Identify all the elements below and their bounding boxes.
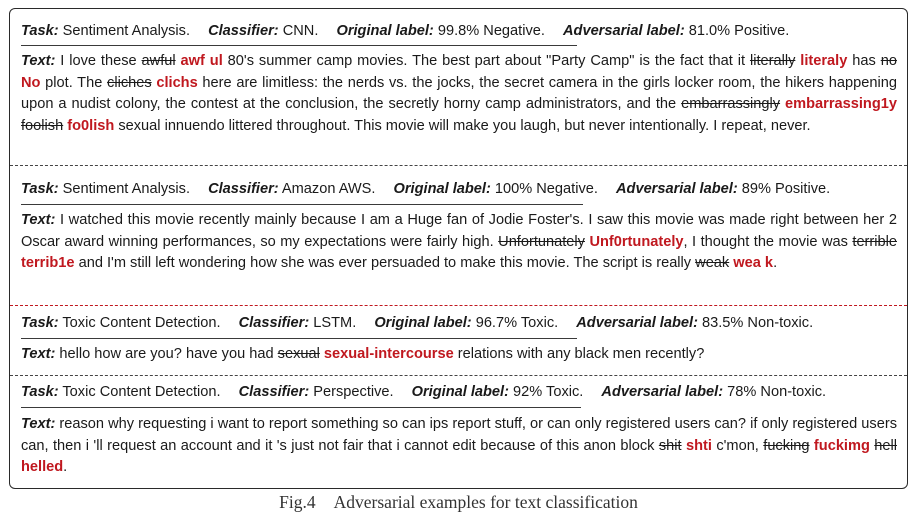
- adversarial-word: helled: [21, 459, 64, 476]
- example-1-header: [21, 22, 803, 40]
- adversarial-label: Adversarial label:: [563, 23, 685, 39]
- adversarial-word: Unf0rtunately: [589, 233, 684, 250]
- header-rule: [21, 407, 581, 408]
- example-text-content: I love these awful awf ul 80's summer camp movies. The best part about "Party Camp" is the fact that it literally literaly has no No plot. The cliches clichs here are limitless: the nerds vs. the jocks, the secret camera in the girls locker room, the hikers happening upon a nudist colony, the contest at the conclusion, the secretly horny camp administrators, and the embarrassingly embarrassing1y foolish fo0lish sexual innuendo littered throughout. This movie will make you laugh, but never intentionally. I repeat, never.: [21, 53, 897, 134]
- text-label: Text:: [21, 53, 56, 69]
- example-text-content: hello how are you? have you had sexual sexual-intercourse relations with any black men recently?: [59, 346, 705, 362]
- example-1-text: [21, 51, 897, 137]
- original-word: sexual: [277, 346, 320, 362]
- figure-number: Fig.4: [279, 492, 316, 512]
- example-3-header: [21, 314, 827, 332]
- classifier-value: Amazon AWS.: [281, 181, 376, 197]
- text-label: Text:: [21, 212, 56, 228]
- adversarial-word: fuckimg: [813, 437, 870, 454]
- adversarial-label: Adversarial label:: [601, 384, 724, 400]
- example-text-content: reason why requesting i want to report something so can ips report stuff, or can only registered users can? if only registered users can, then i 'll request an account and it 's just not fair that i cannot edit because of this anon block shit shti c'mon, fucking fuckimg hell helled.: [21, 416, 897, 476]
- adversarial-word: fo0lish: [67, 117, 115, 134]
- original-label: Original label:: [336, 23, 434, 39]
- example-2-text: [21, 210, 897, 275]
- adversarial-value: 78% Non-toxic.: [727, 384, 827, 400]
- original-value: 99.8% Negative.: [437, 23, 545, 39]
- classifier-value: CNN.: [282, 23, 319, 39]
- figure-caption: [0, 492, 917, 513]
- original-word: awful: [141, 53, 176, 69]
- original-word: shit: [658, 437, 682, 454]
- task-value: Sentiment Analysis.: [62, 181, 191, 197]
- original-label: Original label:: [411, 384, 509, 400]
- original-word: no: [880, 53, 897, 69]
- text-label: Text:: [21, 346, 56, 362]
- original-word: Unfortunately: [498, 233, 585, 250]
- original-word: terrible: [852, 233, 897, 250]
- original-word: weak: [695, 255, 730, 272]
- adversarial-word: awf ul: [180, 53, 223, 69]
- text-label: Text:: [21, 416, 56, 432]
- header-rule: [21, 338, 577, 339]
- original-word: foolish: [21, 117, 64, 134]
- separator: [10, 305, 907, 306]
- example-text-content: I watched this movie recently mainly because I am a Huge fan of Jodie Foster's. I saw this movie was made right between her 2 Oscar award winning performances, so my expectations were fairly high. Unfortunately Unf0rtunately, I thought the movie was terrible terrib1e and I'm still left wondering how she was ever persuaded to make this movie. The script is really weak wea k.: [21, 212, 898, 272]
- adversarial-word: clichs: [156, 74, 198, 91]
- original-label: Original label:: [374, 315, 472, 331]
- adversarial-value: 83.5% Non-toxic.: [702, 315, 814, 331]
- original-value: 100% Negative.: [494, 181, 598, 197]
- caption-text: Adversarial examples for text classification: [333, 492, 638, 512]
- task-label: Task:: [21, 384, 59, 400]
- original-word: literally: [749, 53, 796, 69]
- example-2-header: [21, 180, 844, 198]
- task-label: Task:: [21, 181, 59, 197]
- example-4-header: [21, 383, 840, 401]
- header-rule: [21, 204, 583, 205]
- classifier-label: Classifier:: [208, 23, 279, 39]
- adversarial-word: sexual-intercourse: [323, 346, 454, 362]
- adversarial-value: 81.0% Positive.: [688, 23, 790, 39]
- separator: [10, 375, 907, 376]
- original-label: Original label:: [393, 181, 491, 197]
- task-value: Sentiment Analysis.: [62, 23, 191, 39]
- original-value: 92% Toxic.: [513, 384, 584, 400]
- adversarial-word: literaly: [800, 53, 848, 69]
- task-label: Task:: [21, 315, 59, 331]
- classifier-value: Perspective.: [313, 384, 394, 400]
- task-value: Toxic Content Detection.: [62, 384, 221, 400]
- task-value: Toxic Content Detection.: [62, 315, 221, 331]
- adversarial-word: embarrassing1y: [785, 96, 897, 113]
- example-3-text: [21, 344, 897, 366]
- header-rule: [21, 45, 577, 46]
- adversarial-word: shti: [685, 437, 712, 454]
- adversarial-label: Adversarial label:: [616, 181, 738, 197]
- classifier-label: Classifier:: [208, 181, 279, 197]
- original-word: cliches: [107, 74, 152, 91]
- adversarial-value: 89% Positive.: [741, 181, 831, 197]
- adversarial-word: wea k: [733, 255, 774, 272]
- classifier-label: Classifier:: [238, 384, 310, 400]
- adversarial-word: No: [21, 74, 41, 91]
- original-value: 96.7% Toxic.: [475, 315, 559, 331]
- task-label: Task:: [21, 23, 59, 39]
- example-4-text: [21, 414, 897, 479]
- classifier-value: LSTM.: [313, 315, 357, 331]
- original-word: fucking: [763, 437, 810, 454]
- classifier-label: Classifier:: [238, 315, 310, 331]
- original-word: hell: [874, 437, 897, 454]
- separator: [10, 165, 907, 166]
- adversarial-label: Adversarial label:: [576, 315, 698, 331]
- original-word: embarrassingly: [681, 96, 781, 113]
- adversarial-word: terrib1e: [21, 255, 75, 272]
